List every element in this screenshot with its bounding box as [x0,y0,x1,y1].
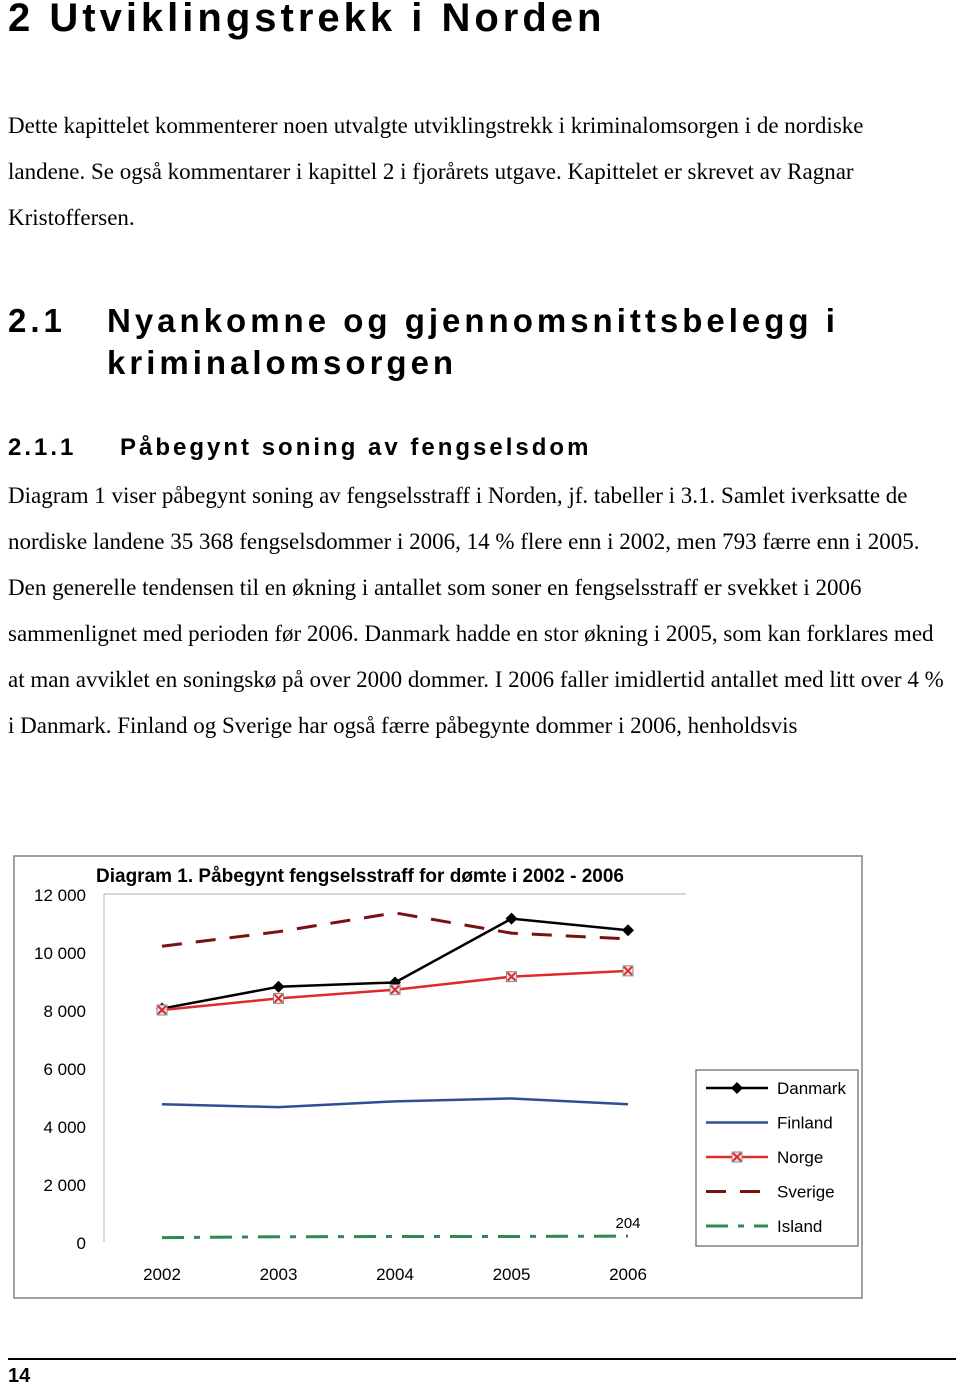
legend-label-island: Island [777,1217,823,1236]
data-point-norge [274,993,284,1003]
data-point-norge [157,1005,167,1015]
legend-label-sverige: Sverige [777,1182,835,1202]
x-tick-label: 2003 [259,1265,298,1284]
data-point-norge [390,985,400,995]
legend-label-danmark: Danmark [777,1079,846,1098]
y-tick-label: 0 [76,1234,86,1253]
intro-paragraph: Dette kapittelet kommenterer noen utvalgte utviklingstrekk i kriminalomsorgen i de nordiske landene. Se også kommentarer i kapittel 2 i fjorårets utgave. Kapittelet er skrevet av Ragnar Kristoffersen. [8,113,864,230]
x-tick-label: 2002 [143,1265,181,1284]
y-tick-label: 4 000 [43,1118,86,1137]
subsection-heading: Påbegynt soning av fengselsdom [120,434,592,461]
y-tick-label: 2 000 [43,1176,86,1195]
body-paragraph: Diagram 1 viser påbegynt soning av fengselsstraff i Norden, jf. tabeller i 3.1. Samlet iverksatte de nordiske landene 35 368 fengselsdommer i 2006, 14 % flere enn i 2002, men 793 færre enn i 2005. Den generelle tendensen til en økning i antallet som soner en fengselsstraff er svekket i 2006 sammenlignet med perioden før 2006. Danmark hadde en stor økning i 2005, som kan forklares med at man avviklet en soningskø på over 2000 dommer. I 2006 faller imidlertid antallet med litt over 4 % i Danmark. Finland og Sverige har også færre påbegynte dommer i 2006, henholdsvis [8,483,944,738]
section-number: 2.1 [8,302,66,339]
page-number: 14 [8,1365,31,1387]
footer-rule [8,1358,956,1360]
chapter-heading: 2 Utviklingstrekk i Norden [8,0,606,40]
y-tick-label: 10 000 [34,944,86,963]
legend-marker-norge [732,1152,742,1162]
legend-label-finland: Finland [777,1113,833,1133]
y-tick-label: 8 000 [43,1002,86,1021]
section-heading: Nyankomne og gjennomsnittsbelegg i kriminalomsorgen [107,302,839,381]
x-tick-label: 2005 [492,1265,531,1284]
x-tick-label: 2004 [376,1265,414,1284]
y-tick-label: 12 000 [34,886,86,905]
y-tick-label: 6 000 [43,1060,86,1079]
chart-title: Diagram 1. Påbegynt fengselsstraff for dømte i 2002 - 2006 [96,866,624,887]
line-chart [0,850,960,1310]
x-tick-label: 2006 [609,1265,647,1284]
data-label: 204 [615,1215,641,1233]
subsection-number: 2.1.1 [8,434,77,461]
data-point-norge [507,972,517,982]
data-point-norge [623,966,633,976]
legend-label-norge: Norge [777,1148,824,1167]
